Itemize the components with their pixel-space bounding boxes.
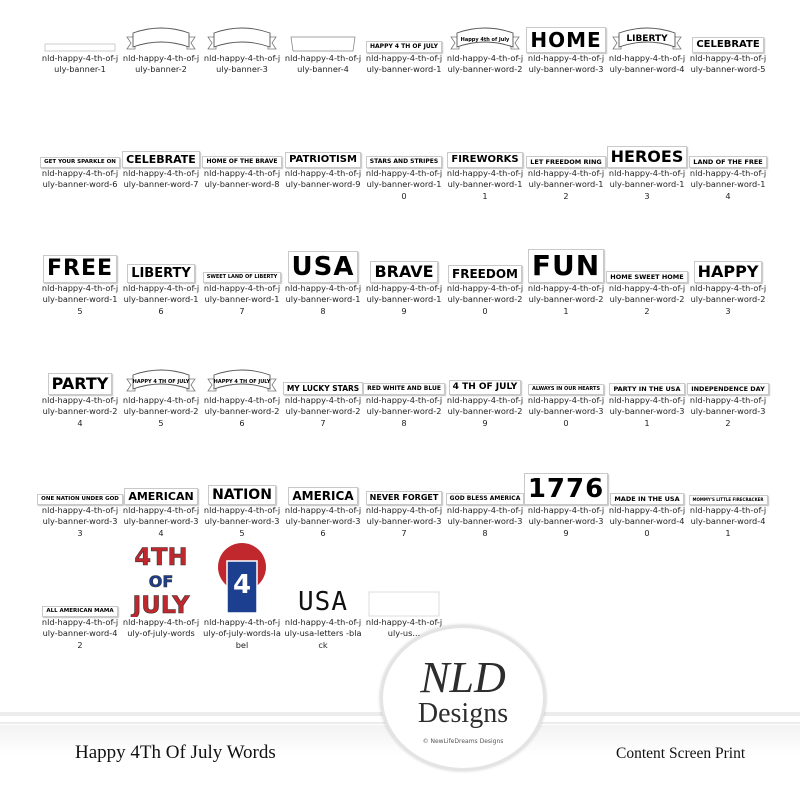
banner-word-text: HEROES	[607, 146, 688, 168]
banner-word-text: ONE NATION UNDER GOD	[37, 494, 123, 506]
thumbnail-image	[42, 15, 118, 53]
thumbnail-image	[528, 130, 604, 168]
thumbnail-item[interactable]	[364, 15, 444, 89]
thumbnail-item[interactable]	[364, 347, 444, 431]
thumbnail-caption: nld-happy-4-th-of-july-usa-letters -black	[284, 617, 362, 650]
thumbnail-item[interactable]	[202, 537, 282, 653]
thumbnail-item[interactable]	[445, 231, 525, 319]
thumbnail-image	[447, 231, 523, 283]
thumbnail-item[interactable]	[688, 130, 768, 204]
thumbnail-image	[447, 15, 523, 53]
thumbnail-item[interactable]	[40, 231, 120, 319]
thumbnail-caption: nld-happy-4-th-of-july-banner-word-15	[41, 283, 119, 316]
ribbon-word-text: LIBERTY	[626, 34, 668, 44]
thumbnail-image	[42, 231, 118, 283]
thumbnail-caption: nld-happy-4-th-of-july-banner-3	[203, 53, 281, 75]
banner-word-text: FREEDOM	[448, 265, 522, 283]
thumbnail-caption: nld-happy-4-th-of-july-us...	[365, 617, 443, 639]
thumbnail-item[interactable]	[445, 130, 525, 204]
thumbnail-caption: nld-happy-4-th-of-july-banner-word-37	[365, 505, 443, 538]
banner-word-text: 1776	[524, 473, 608, 505]
thumbnail-caption: nld-happy-4-th-of-july-banner-word-34	[122, 505, 200, 538]
thumbnail-caption: nld-happy-4-th-of-july-banner-word-21	[527, 283, 605, 316]
banner-word-text: PARTY	[48, 373, 113, 395]
banner-word-text: MADE IN THE USA	[610, 493, 683, 506]
thumbnail-caption: nld-happy-4-th-of-july-banner-word-27	[284, 395, 362, 428]
thumbnail-item[interactable]	[364, 130, 444, 204]
logo-copyright: © NewLifeDreams Designs	[422, 738, 504, 745]
thumbnail-item[interactable]	[283, 130, 363, 204]
thumbnail-item[interactable]	[607, 231, 687, 319]
banner-word-text: STARS AND STRIPES	[366, 156, 442, 168]
banner-word-text: LAND OF THE FREE	[689, 156, 766, 169]
thumbnail-item[interactable]	[283, 537, 363, 653]
thumbnail-item[interactable]	[121, 347, 201, 431]
thumbnail-item[interactable]	[202, 457, 282, 541]
thumbnail-caption: nld-happy-4-th-of-july-banner-word-6	[41, 168, 119, 190]
thumbnail-image	[285, 15, 361, 53]
thumbnail-item[interactable]	[364, 457, 444, 541]
thumbnail-caption: nld-happy-4-th-of-july-banner-word-32	[689, 395, 767, 428]
thumbnail-caption: nld-happy-4-th-of-july-banner-word-3	[527, 53, 605, 75]
ribbon-banner-graphic	[206, 367, 278, 395]
thumbnail-item[interactable]	[121, 231, 201, 319]
thumbnail-item[interactable]	[40, 130, 120, 204]
thumbnail-caption: nld-happy-4-th-of-july-banner-word-38	[446, 505, 524, 538]
thumbnail-caption: nld-happy-4-th-of-july-banner-word-16	[122, 283, 200, 316]
banner-word-text: AMERICAN	[124, 488, 197, 505]
banner-word-text: GOD BLESS AMERICA	[446, 493, 525, 505]
thumbnail-item[interactable]	[283, 231, 363, 319]
banner-box-graphic	[287, 31, 359, 53]
thumbnail-item[interactable]	[283, 15, 363, 89]
thumbnail-image	[285, 130, 361, 168]
thumbnail-item[interactable]	[121, 130, 201, 204]
ribbon-banner-graphic	[449, 25, 521, 53]
thumbnail-image	[690, 347, 766, 395]
thumbnail-image	[690, 231, 766, 283]
thumbnail-caption: nld-happy-4-th-of-july-banner-word-35	[203, 505, 281, 538]
thumbnail-image	[690, 15, 766, 53]
thumbnail-item[interactable]	[40, 457, 120, 541]
thumbnail-item[interactable]	[688, 15, 768, 89]
thumbnail-caption: nld-happy-4-th-of-july-banner-word-13	[608, 168, 686, 201]
thumbnail-image	[285, 347, 361, 395]
content-screen-print-label: Content Screen Print	[616, 745, 746, 762]
thumbnail-caption: nld-happy-4-th-of-july-banner-word-18	[284, 283, 362, 316]
thumbnail-item[interactable]	[607, 347, 687, 431]
ribbon-word-text: Happy 4th of July	[460, 37, 510, 43]
thumbnail-caption: nld-happy-4-th-of-july-banner-word-12	[527, 168, 605, 201]
thumbnail-image	[609, 15, 685, 53]
ribbon-banner-graphic	[611, 25, 683, 53]
banner-word-text: LET FREEDOM RING	[526, 156, 605, 169]
july-circle-label-graphic	[211, 541, 273, 617]
thumbnail-caption: nld-happy-4-th-of-july-banner-word-42	[41, 617, 119, 650]
banner-word-text: PARTY IN THE USA	[609, 383, 684, 396]
thumbnail-image	[528, 15, 604, 53]
thumbnail-caption: nld-happy-4-th-of-july-banner-1	[41, 53, 119, 75]
thumbnail-caption: nld-happy-4-th-of-july-banner-word-22	[608, 283, 686, 316]
thumbnail-image	[204, 15, 280, 53]
thumbnail-image	[42, 457, 118, 505]
thumbnail-item[interactable]	[526, 15, 606, 89]
ribbon-banner-graphic	[206, 25, 278, 53]
thumbnail-item[interactable]	[202, 347, 282, 431]
thumbnail-image	[285, 457, 361, 505]
flag-word-part: JULY	[132, 591, 190, 617]
thumbnail-caption: nld-happy-4-th-of-july-of-july-words-label	[203, 617, 281, 650]
thumbnail-image	[123, 15, 199, 53]
thumbnail-item[interactable]	[202, 130, 282, 204]
thumbnail-image	[204, 537, 280, 617]
thumbnail-image	[204, 231, 280, 283]
banner-word-text: MOMMY'S LITTLE FIRECRACKER	[689, 495, 768, 505]
thumbnail-image	[42, 537, 118, 617]
thumbnail-caption: nld-happy-4-th-of-july-banner-word-33	[41, 505, 119, 538]
thumbnail-item[interactable]	[526, 130, 606, 204]
thumbnail-item[interactable]	[121, 537, 201, 653]
thumbnail-caption: nld-happy-4-th-of-july-banner-word-4	[608, 53, 686, 75]
banner-word-text: LIBERTY	[127, 264, 195, 283]
usa-letters-text: USA	[298, 587, 348, 617]
thumbnail-image	[366, 231, 442, 283]
banner-word-text: CELEBRATE	[122, 151, 200, 168]
banner-word-text: ALL AMERICAN MAMA	[42, 606, 117, 618]
logo-text-designs: Designs	[417, 698, 509, 729]
thumbnail-image	[690, 130, 766, 168]
brand-logo	[380, 625, 546, 771]
flag-word-part: 4TH	[134, 543, 188, 571]
thumbnail-image	[42, 130, 118, 168]
thumbnail-caption: nld-happy-4-th-of-july-banner-2	[122, 53, 200, 75]
thumbnail-item[interactable]	[688, 457, 768, 541]
thumbnail-caption: nld-happy-4-th-of-july-banner-word-31	[608, 395, 686, 428]
thumbnail-image	[123, 537, 199, 617]
thumbnail-caption: nld-happy-4-th-of-july-banner-word-8	[203, 168, 281, 190]
thumbnail-item[interactable]	[688, 347, 768, 431]
banner-word-text: HOME OF THE BRAVE	[202, 156, 281, 168]
thumbnail-caption: nld-happy-4-th-of-july-banner-word-10	[365, 168, 443, 201]
thumbnail-caption: nld-happy-4-th-of-july-banner-word-9	[284, 168, 362, 190]
banner-word-text: HAPPY 4 TH OF JULY	[366, 41, 442, 53]
banner-word-text: HOME	[526, 27, 605, 53]
thumbnail-image	[609, 347, 685, 395]
banner-word-text: NATION	[208, 485, 276, 505]
thumbnail-caption: nld-happy-4-th-of-july-banner-4	[284, 53, 362, 75]
ribbon-word-text: HAPPY 4 TH OF JULY	[132, 379, 190, 385]
banner-word-text: AMERICA	[288, 487, 357, 505]
thumbnail-caption: nld-happy-4-th-of-july-banner-word-11	[446, 168, 524, 201]
thumbnail-item[interactable]	[283, 347, 363, 431]
banner-word-text: HOME SWEET HOME	[606, 271, 687, 284]
thumbnail-caption: nld-happy-4-th-of-july-banner-word-17	[203, 283, 281, 316]
thumbnail-caption: nld-happy-4-th-of-july-banner-word-14	[689, 168, 767, 201]
thumbnail-image	[123, 130, 199, 168]
label-numeral: 4	[232, 570, 252, 600]
thumbnail-item[interactable]	[445, 15, 525, 89]
thumbnail-item[interactable]	[364, 231, 444, 319]
thumbnail-caption: nld-happy-4-th-of-july-banner-word-40	[608, 505, 686, 538]
thumbnail-caption: nld-happy-4-th-of-july-banner-word-5	[689, 53, 767, 75]
blank-banner-graphic	[368, 591, 440, 617]
banner-word-text: ALWAYS IN OUR HEARTS	[528, 384, 604, 395]
thumbnail-item[interactable]	[121, 15, 201, 89]
thumbnail-item[interactable]	[121, 457, 201, 541]
banner-word-text: PATRIOTISM	[285, 152, 361, 168]
banner-word-text: FREE	[43, 255, 117, 283]
thumbnail-item[interactable]	[283, 457, 363, 541]
thumbnail-item[interactable]	[688, 231, 768, 319]
logo-text-nld: NLD	[420, 653, 506, 702]
flag-words-graphic	[129, 541, 193, 617]
thumbnail-item[interactable]	[607, 457, 687, 541]
thumbnail-item[interactable]	[40, 537, 120, 653]
banner-word-text: GET YOUR SPARKLE ON	[40, 157, 120, 169]
thumbnail-image	[204, 347, 280, 395]
banner-word-text: MY LUCKY STARS	[283, 382, 363, 396]
product-title: Happy 4Th Of July Words	[75, 742, 276, 763]
banner-word-text: BRAVE	[370, 261, 437, 283]
thumbnail-item[interactable]	[607, 130, 687, 204]
thumbnail-caption: nld-happy-4-th-of-july-banner-word-41	[689, 505, 767, 538]
ribbon-banner-graphic	[125, 25, 197, 53]
thumbnail-caption: nld-happy-4-th-of-july-of-july-words	[122, 617, 200, 639]
banner-word-text: INDEPENDENCE DAY	[687, 383, 769, 396]
banner-word-text: FUN	[528, 249, 604, 283]
thumbnail-caption: nld-happy-4-th-of-july-banner-word-26	[203, 395, 281, 428]
thumbnail-caption: nld-happy-4-th-of-july-banner-word-7	[122, 168, 200, 190]
thumbnail-image	[366, 347, 442, 395]
thumbnail-image	[528, 231, 604, 283]
thumbnail-image	[366, 537, 442, 617]
thumbnail-image	[123, 347, 199, 395]
thumbnail-caption: nld-happy-4-th-of-july-banner-word-36	[284, 505, 362, 538]
banner-flat-graphic	[44, 43, 116, 53]
thumbnail-image	[123, 231, 199, 283]
thumbnail-caption: nld-happy-4-th-of-july-banner-word-23	[689, 283, 767, 316]
thumbnail-item[interactable]	[202, 15, 282, 89]
thumbnail-image	[609, 457, 685, 505]
banner-word-text: RED WHITE AND BLUE	[363, 383, 445, 395]
thumbnail-image	[123, 457, 199, 505]
banner-word-text: SWEET LAND OF LIBERTY	[203, 272, 282, 283]
thumbnail-image	[447, 457, 523, 505]
thumbnail-caption: nld-happy-4-th-of-july-banner-word-24	[41, 395, 119, 428]
thumbnail-image	[609, 130, 685, 168]
thumbnail-caption: nld-happy-4-th-of-july-banner-word-1	[365, 53, 443, 75]
thumbnail-image	[204, 130, 280, 168]
thumbnail-caption: nld-happy-4-th-of-july-banner-word-20	[446, 283, 524, 316]
flag-word-part: OF	[148, 572, 174, 591]
banner-word-text: 4 TH OF JULY	[449, 380, 522, 395]
ribbon-banner-graphic	[125, 367, 197, 395]
thumbnail-image	[528, 457, 604, 505]
banner-word-text: NEVER FORGET	[366, 491, 443, 505]
thumbnail-image	[447, 347, 523, 395]
banner-word-text: USA	[288, 251, 359, 283]
thumbnail-image	[204, 457, 280, 505]
banner-word-text: FIREWORKS	[447, 152, 522, 168]
thumbnail-image	[366, 457, 442, 505]
thumbnail-caption: nld-happy-4-th-of-july-banner-word-28	[365, 395, 443, 428]
thumbnail-item[interactable]	[607, 15, 687, 89]
thumbnail-item[interactable]	[526, 457, 606, 541]
thumbnail-caption: nld-happy-4-th-of-july-banner-word-2	[446, 53, 524, 75]
thumbnail-caption: nld-happy-4-th-of-july-banner-word-19	[365, 283, 443, 316]
banner-word-text: CELEBRATE	[692, 37, 763, 53]
ribbon-word-text: HAPPY 4 TH OF JULY	[213, 379, 271, 385]
thumbnail-item[interactable]	[526, 231, 606, 319]
thumbnail-item[interactable]	[202, 231, 282, 319]
thumbnail-image	[528, 347, 604, 395]
thumbnail-item[interactable]	[526, 347, 606, 431]
thumbnail-item[interactable]	[40, 347, 120, 431]
thumbnail-image	[42, 347, 118, 395]
thumbnail-image	[690, 457, 766, 505]
thumbnail-image	[447, 130, 523, 168]
thumbnail-item[interactable]	[445, 457, 525, 541]
thumbnail-caption: nld-happy-4-th-of-july-banner-word-29	[446, 395, 524, 428]
banner-word-text: HAPPY	[694, 261, 763, 283]
thumbnail-image	[285, 537, 361, 617]
thumbnail-item[interactable]	[40, 15, 120, 89]
thumbnail-image	[609, 231, 685, 283]
thumbnail-image	[366, 130, 442, 168]
thumbnail-caption: nld-happy-4-th-of-july-banner-word-25	[122, 395, 200, 428]
thumbnail-image	[285, 231, 361, 283]
thumbnail-image	[366, 15, 442, 53]
thumbnail-caption: nld-happy-4-th-of-july-banner-word-30	[527, 395, 605, 428]
thumbnail-item[interactable]	[445, 347, 525, 431]
thumbnail-caption: nld-happy-4-th-of-july-banner-word-39	[527, 505, 605, 538]
